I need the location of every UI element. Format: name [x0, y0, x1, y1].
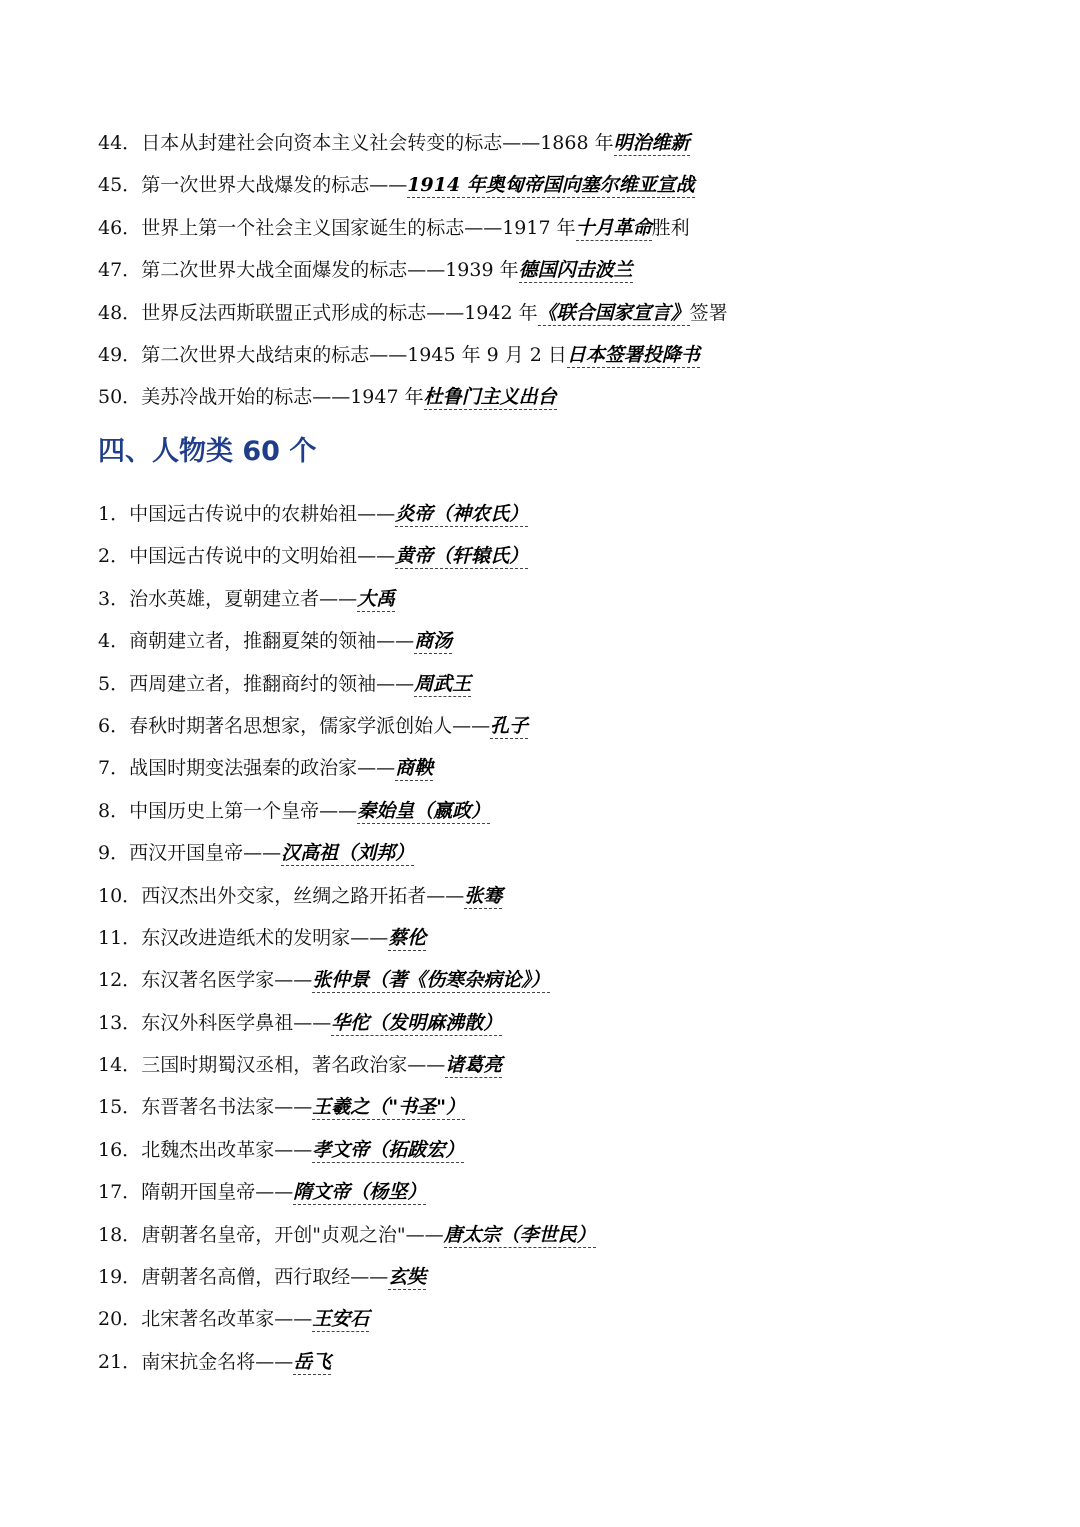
item-answer: 岳飞	[293, 1350, 332, 1373]
item-number: 7．	[98, 757, 130, 780]
item-answer: 诸葛亮	[445, 1054, 503, 1077]
item-prompt: 春秋时期著名思想家，儒家学派创始人——	[129, 714, 491, 737]
item-number: 6．	[98, 714, 130, 737]
item-answer: 隋文帝（杨坚）	[293, 1181, 427, 1204]
list-item	[98, 376, 728, 418]
item-number: 4．	[98, 630, 130, 653]
list-item	[98, 1298, 596, 1340]
item-prompt: 中国远古传说中的农耕始祖——	[129, 503, 396, 525]
item-number: 20．	[98, 1308, 142, 1331]
item-number: 13．	[98, 1011, 142, 1034]
item-number: 50．	[98, 386, 142, 409]
list-item	[98, 1086, 596, 1128]
item-answer: 秦始皇（嬴政）	[357, 799, 491, 822]
item-prompt: 治水英雄，夏朝建立者——	[129, 587, 358, 610]
item-prompt: 北魏杰出改革家——	[141, 1138, 313, 1161]
item-prompt: 中国历史上第一个皇帝——	[129, 799, 358, 822]
list-item	[98, 663, 596, 705]
item-number: 16．	[98, 1138, 142, 1161]
item-number: 18．	[98, 1223, 142, 1246]
list-item	[98, 705, 596, 747]
item-number: 21．	[98, 1350, 142, 1373]
item-prompt: 隋朝开国皇帝——	[141, 1181, 294, 1204]
item-prompt: 第二次世界大战全面爆发的标志——1939 年	[141, 259, 519, 282]
list-item	[98, 1171, 596, 1213]
list-item	[98, 292, 728, 334]
item-answer: 张骞	[464, 884, 503, 907]
item-answer: 十月革命	[575, 216, 652, 239]
people-list	[98, 493, 596, 1383]
list-item	[98, 249, 728, 291]
item-answer: 商汤	[414, 630, 453, 653]
list-item	[98, 1044, 596, 1086]
item-prompt: 东汉改进造纸术的发明家——	[141, 926, 389, 949]
item-prompt: 南宋抗金名将——	[141, 1350, 294, 1373]
list-item	[98, 1129, 596, 1171]
list-item	[98, 790, 596, 832]
list-item	[98, 1341, 596, 1383]
item-answer: 黄帝（轩辕氏）	[395, 545, 529, 568]
item-number: 5．	[98, 672, 130, 695]
list-item	[98, 1214, 596, 1256]
list-item	[98, 620, 596, 662]
item-prompt: 西汉杰出外交家，丝绸之路开拓者——	[141, 884, 465, 907]
item-number: 14．	[98, 1054, 142, 1077]
item-number: 12．	[98, 969, 142, 992]
list-item	[98, 747, 596, 789]
item-answer: 大禹	[357, 587, 396, 610]
list-item	[98, 578, 596, 620]
item-number: 1．	[98, 503, 130, 525]
list-item	[98, 493, 596, 535]
item-answer: 王安石	[312, 1308, 370, 1331]
item-answer: 唐太宗（李世民）	[443, 1223, 596, 1246]
list-item	[98, 917, 596, 959]
item-number: 44．	[98, 132, 142, 154]
item-answer: 德国闪击波兰	[518, 259, 633, 282]
item-prompt: 日本从封建社会向资本主义社会转变的标志——1868 年	[141, 132, 614, 154]
section-heading: 四、人物类 60 个	[98, 436, 317, 467]
item-number: 3．	[98, 587, 130, 610]
item-number: 48．	[98, 301, 142, 324]
item-answer: 蔡伦	[388, 926, 427, 949]
list-item	[98, 1002, 596, 1044]
item-number: 19．	[98, 1266, 142, 1289]
item-prompt: 东汉著名医学家——	[141, 969, 313, 992]
item-answer: 杜鲁门主义出台	[423, 386, 557, 409]
item-answer: 玄奘	[388, 1266, 427, 1289]
item-prompt: 第二次世界大战结束的标志——1945 年 9 月 2 日	[141, 343, 567, 366]
item-number: 10．	[98, 884, 142, 907]
item-prompt: 美苏冷战开始的标志——1947 年	[141, 386, 424, 409]
item-prompt: 战国时期变法强秦的政治家——	[129, 757, 396, 780]
item-prompt: 世界反法西斯联盟正式形成的标志——1942 年	[141, 301, 538, 324]
list-item	[98, 164, 728, 206]
item-answer: 炎帝（神农氏）	[395, 503, 529, 525]
item-prompt: 西周建立者，推翻商纣的领袖——	[129, 672, 415, 695]
item-number: 47．	[98, 259, 142, 282]
item-number: 17．	[98, 1181, 142, 1204]
item-answer: 日本签署投降书	[566, 343, 700, 366]
item-prompt: 三国时期蜀汉丞相，著名政治家——	[141, 1054, 446, 1077]
item-number: 8．	[98, 799, 130, 822]
item-suffix: 胜利	[651, 216, 690, 239]
item-number: 49．	[98, 343, 142, 366]
list-item	[98, 334, 728, 376]
list-item	[98, 875, 596, 917]
item-prompt: 世界上第一个社会主义国家诞生的标志——1917 年	[141, 216, 576, 239]
item-number: 45．	[98, 174, 142, 197]
item-number: 15．	[98, 1096, 142, 1119]
item-prompt: 东汉外科医学鼻祖——	[141, 1011, 332, 1034]
list-item	[98, 1256, 596, 1298]
item-prompt: 唐朝著名高僧，西行取经——	[141, 1266, 389, 1289]
item-answer: 张仲景（著《伤寒杂病论》）	[312, 969, 550, 992]
item-answer: 周武王	[414, 672, 472, 695]
item-number: 2．	[98, 545, 130, 568]
item-prompt: 第一次世界大战爆发的标志——	[141, 174, 408, 197]
item-prompt: 西汉开国皇帝——	[129, 842, 282, 865]
item-prompt: 中国远古传说中的文明始祖——	[129, 545, 396, 568]
item-prompt: 北宋著名改革家——	[141, 1308, 313, 1331]
list-item	[98, 959, 596, 1001]
item-prompt: 东晋著名书法家——	[141, 1096, 313, 1119]
item-answer: 华佗（发明麻沸散）	[331, 1011, 503, 1034]
item-number: 9．	[98, 842, 130, 865]
item-answer: 孔子	[490, 714, 529, 737]
symbols-list	[98, 122, 728, 419]
item-prompt: 商朝建立者，推翻夏桀的领袖——	[129, 630, 415, 653]
item-answer: 1914 年奥匈帝国向塞尔维亚宣战	[407, 174, 695, 197]
list-item	[98, 207, 728, 249]
list-item	[98, 832, 596, 874]
item-answer: 商鞅	[395, 757, 434, 780]
item-answer: 王羲之（"书圣"）	[312, 1096, 466, 1119]
item-number: 46．	[98, 216, 142, 239]
item-suffix: 签署	[689, 301, 728, 324]
item-answer: 明治维新	[613, 132, 690, 154]
item-prompt: 唐朝著名皇帝，开创"贞观之治"——	[141, 1223, 444, 1246]
list-item	[98, 535, 596, 577]
item-answer: 孝文帝（拓跋宏）	[312, 1138, 465, 1161]
item-answer: 汉高祖（刘邦）	[281, 842, 415, 865]
item-answer: 《联合国家宣言》	[537, 301, 690, 324]
list-item	[98, 122, 728, 164]
item-number: 11．	[98, 926, 142, 949]
